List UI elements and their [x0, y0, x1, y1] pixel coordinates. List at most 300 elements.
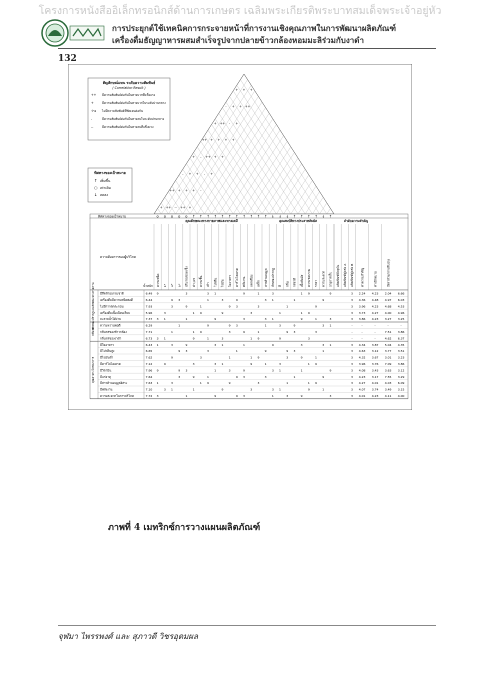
customer-need-weight: 6.49 [145, 291, 153, 296]
tech-column-label: สารต้านอนุมูล [263, 268, 268, 287]
relationship-mark: 9 [329, 368, 332, 373]
ranking-value: 4.23 [371, 317, 379, 322]
circle-target-icon: ○ [94, 185, 98, 190]
ranking-value: 3 [351, 310, 353, 315]
ranking-value: 6.03 [397, 298, 405, 302]
relationship-mark: 3 [185, 291, 188, 296]
correlation-mark: + [185, 188, 188, 193]
relationship-mark: 3 [156, 394, 159, 398]
direction-symbol: ↓ [271, 214, 275, 219]
ranking-value: 4.62 [384, 336, 392, 341]
ranking-value: 4.23 [371, 394, 379, 398]
ranking-value: - [374, 336, 376, 341]
relationship-mark: 1 [271, 298, 274, 302]
customer-need-label: ไม่มีการตกตะกอน [100, 304, 124, 309]
ranking-value: 4.48 [371, 298, 379, 302]
ranking-value: 3.96 [358, 362, 366, 366]
customer-need-weight: 6.73 [145, 336, 153, 341]
relationship-mark: 9 [178, 368, 181, 373]
ranking-value: 6.66 [397, 291, 405, 296]
direction-target-label: เท่าเดิม [100, 186, 111, 190]
ranking-column-label: อัตราส่วนการปรับปรุง [386, 258, 391, 287]
ranking-value: - [361, 336, 363, 341]
tech-column-label: ความชื้น [199, 275, 203, 287]
relationship-mark: 3 [271, 368, 274, 373]
ranking-value: 3.12 [397, 368, 405, 373]
direction-symbol: o [170, 214, 174, 219]
customer-need-weight: 7.63 [145, 381, 153, 386]
ranking-value: 3.73 [358, 310, 366, 315]
ranking-value: 3.49 [384, 387, 392, 392]
tech-column-label: ใยอาหาร [227, 275, 232, 287]
relationship-mark: 9 [243, 368, 245, 373]
direction-symbol: ↑ [249, 214, 253, 219]
relationship-mark: 1 [207, 374, 209, 379]
direction-symbol: o [185, 214, 188, 219]
customer-need-weight: 7.72 [145, 394, 153, 398]
ranking-value: 3 [351, 394, 353, 398]
ranking-value: 4.34 [358, 342, 366, 347]
relationship-mark: 9 [156, 368, 159, 373]
ranking-value: 3.51 [397, 349, 405, 354]
relationship-mark: 1 [250, 336, 253, 341]
direction-symbol: o [178, 214, 181, 219]
relationship-mark: 1 [171, 330, 173, 334]
relationship-mark: 9 [257, 355, 260, 360]
relationship-mark: 9 [235, 298, 238, 302]
ranking-value: 3 [351, 362, 353, 366]
correlation-mark: + [221, 155, 224, 159]
customer-need-label: เครื่องดื่มมีความหนืดพอดี [100, 298, 133, 302]
direction-down-label: ลดลง [100, 193, 109, 197]
relationship-mark: 1 [235, 349, 238, 354]
customer-need-label: มีคาร์โบไฮเดรต [100, 362, 121, 366]
watermark: โครงการหนังสืออิเล็กทรอนิกส์ด้านการเกษตร เฉลิมพระเกียรติพระบาทสมเด็จพระเจ้าอยู่หัว [38, 5, 442, 17]
ranking-value: 2.24 [358, 291, 366, 296]
ranking-value: 4.03 [384, 381, 392, 386]
relationship-mark: 9 [243, 330, 245, 334]
relationship-mark: 9 [300, 317, 303, 322]
direction-symbol: ↑ [256, 214, 260, 219]
customer-need-label: มีโปรตีนสูง [100, 349, 115, 354]
relationship-mark: 1 [279, 368, 281, 373]
relationship-mark: 3 [243, 317, 245, 322]
relationship-mark: 9 [199, 310, 202, 315]
relationship-mark: 1 [214, 368, 217, 373]
customer-need-weight: 6.65 [145, 349, 153, 354]
ranking-value: - [400, 323, 402, 328]
customer-need-label: มีไขมันต่ำ [100, 355, 114, 360]
relationship-mark: 3 [228, 368, 231, 373]
ranking-value: 3.27 [384, 317, 392, 322]
direction-symbol: ↑ [307, 214, 311, 219]
ranking-value: 4.97 [384, 298, 392, 302]
relationship-mark: 1 [221, 342, 224, 347]
tech-column-label: คาร์โบไฮเดรต [235, 268, 239, 287]
relationship-mark: 9 [171, 355, 173, 360]
direction-symbol: ↑ [235, 214, 239, 219]
relationship-mark: 1 [271, 317, 274, 322]
relationship-mark: 1 [315, 317, 317, 322]
legend-symbol: + [91, 101, 94, 105]
relationship-mark: 3 [221, 298, 224, 302]
relationship-mark: 9 [315, 362, 317, 366]
correlation-mark: + [231, 104, 235, 109]
relationship-mark: 1 [293, 374, 296, 379]
tech-column-label: โปรตีน [213, 277, 218, 287]
ranking-value: 3.15 [397, 387, 405, 392]
tech-column-label: L* [163, 283, 167, 287]
relationship-mark: 1 [264, 323, 267, 328]
ranking-column-label: ผลิตภัณฑ์คู่แข่ง A [343, 263, 347, 287]
relationship-mark: 9 [329, 291, 332, 296]
relationship-mark: 3 [279, 323, 281, 328]
ranking-column-label: ผลิตภัณฑ์ปัจจุบัน [335, 264, 340, 287]
relationship-mark: 3 [286, 394, 289, 398]
ranking-value: 3.17 [371, 374, 379, 379]
ranking-value: 3.86 [358, 317, 366, 322]
relationship-mark: 9 [171, 298, 173, 302]
ranking-value: 3 [351, 298, 353, 302]
correlation-mark: - [225, 104, 227, 109]
correlation-mark: - [200, 155, 202, 159]
correlation-mark: + [192, 188, 195, 193]
relationship-mark: 1 [279, 387, 281, 392]
ranking-value: 3.77 [384, 349, 392, 354]
relationship-mark: 3 [257, 304, 260, 309]
ranking-column-label: ผลิตภัณฑ์คู่แข่ง B [350, 263, 355, 287]
relationship-mark: 3 [257, 381, 260, 386]
legend-symbol: - [91, 117, 93, 121]
customer-need-label: มีสารต้านอนุมูลอิสระ [100, 381, 128, 386]
ranking-value: 4.96 [397, 310, 405, 315]
relationship-mark: 9 [322, 298, 325, 302]
direction-up-label: เพิ่มขึ้น [100, 179, 111, 183]
relationship-mark: 9 [307, 310, 310, 315]
relationship-mark: 1 [163, 336, 166, 341]
relationship-mark: 1 [207, 336, 209, 341]
correlation-mark: + [224, 138, 228, 143]
direction-symbol: ↑ [242, 214, 246, 219]
customer-need-weight: 7.62 [145, 355, 153, 360]
direction-symbol: ↑ [228, 214, 232, 219]
customer-need-label: มีวิตามิน [100, 368, 112, 373]
correlation-mark: ++ [169, 188, 175, 193]
relationship-mark: 9 [250, 362, 253, 366]
correlation-mark: ++ [244, 104, 251, 109]
ranking-value: 4.27 [371, 310, 379, 315]
relationship-mark: 3 [250, 387, 253, 392]
ranking-value: 3 [351, 342, 353, 347]
relationship-mark: 1 [178, 323, 181, 328]
relationship-mark: 9 [264, 349, 267, 354]
relationship-mark: 3 [243, 394, 245, 398]
relationship-mark: 9 [199, 330, 202, 334]
tech-column-label: ความสะดวก [321, 270, 326, 287]
relationship-mark: 1 [300, 291, 303, 296]
correlation-mark: - [200, 188, 202, 193]
relationship-mark: 3 [235, 323, 238, 328]
tech-column-label: แคลเซียม [249, 274, 254, 287]
relationship-mark: 9 [228, 323, 231, 328]
ranking-value: 3.87 [371, 342, 379, 347]
relationship-mark: 3 [264, 374, 267, 379]
ranking-value: 4.01 [371, 381, 379, 386]
relationship-mark: 3 [221, 336, 224, 341]
relationship-mark: 3 [243, 374, 245, 379]
relationship-mark: 3 [163, 310, 166, 315]
ranking-value: 3.12 [371, 349, 379, 354]
correlation-mark: ++ [180, 205, 186, 210]
ranking-value: 4.07 [358, 387, 366, 392]
direction-symbol: ↓ [321, 214, 325, 219]
relationship-mark: 9 [307, 291, 310, 296]
ranking-value: 4.53 [397, 304, 405, 309]
customer-need-weight: 7.10 [145, 387, 153, 392]
relationship-mark: 3 [199, 355, 202, 360]
direction-symbol: ↑ [292, 214, 296, 219]
relationship-mark: 3 [171, 304, 173, 309]
relationship-mark: 1 [192, 387, 195, 392]
relationship-mark: 9 [293, 323, 296, 328]
correlation-mark: + [217, 138, 221, 143]
relationship-mark: 3 [214, 342, 217, 347]
tech-column-label: ค่า pH [191, 278, 196, 287]
correlation-mark: + [188, 171, 192, 176]
sensory-header: คุณสมบัติทางประสาทสัมผัส [279, 219, 317, 223]
relationship-mark: 1 [228, 355, 231, 360]
relationship-mark: 3 [178, 298, 181, 302]
customer-need-label: ละลายน้ำได้ง่าย [100, 317, 121, 322]
correlation-mark: + [210, 171, 213, 176]
direction-row-label: ทิศทางของเป้าหมาย [98, 214, 126, 219]
legend-text: มีความสัมพันธ์ต่อกันในทางบวกที่แข็งแรง [102, 93, 156, 97]
relationship-mark: 3 [322, 342, 325, 347]
relationship-mark: 1 [315, 355, 317, 360]
relationship-mark: 1 [300, 368, 303, 373]
ranking-value: 7.55 [384, 374, 392, 379]
ranking-value: 3.43 [371, 368, 379, 373]
relationship-mark: 9 [185, 342, 188, 347]
relationship-mark: 3 [171, 381, 173, 386]
relationship-mark: 3 [293, 349, 296, 354]
relationship-mark: 3 [185, 349, 188, 354]
correlation-mark: + [213, 155, 217, 159]
relationship-mark: 1 [257, 291, 260, 296]
relationship-mark: 1 [286, 381, 289, 386]
relationship-mark: 3 [307, 336, 310, 341]
group-header: คุณลักษณะทางกายภาพและทางเคมี [185, 219, 238, 223]
direction-symbol: ↑ [300, 214, 304, 219]
relationship-mark: 1 [156, 381, 159, 386]
relationship-mark: 9 [279, 336, 281, 341]
correlation-mark: ++ [201, 138, 208, 143]
tech-column-label: รสชาติ [292, 277, 297, 287]
ranking-value: 4.00 [397, 394, 405, 398]
relationship-mark: 3 [293, 330, 296, 334]
customer-need-label: มีสีคล้ายธรรมชาติ [100, 291, 124, 296]
ranking-value: 4.68 [384, 304, 392, 309]
customer-need-weight: 5.96 [145, 310, 153, 315]
relationship-mark: 3 [271, 291, 274, 296]
arrow-down-icon: ↓ [94, 192, 98, 197]
customer-need-label: มีใยอาหาร [100, 342, 114, 347]
ranking-value: 4.23 [371, 291, 379, 296]
ranking-value: 4.23 [358, 374, 366, 379]
ranking-value: 3.96 [358, 304, 366, 309]
footer-authors: จุฬมา ไพรรพงศ์ และ สุภาวดี วิชรอุดมผล [58, 632, 199, 641]
relationship-mark: 3 [315, 330, 317, 334]
relationship-mark: 9 [228, 381, 231, 386]
direction-symbol: o [156, 214, 159, 219]
relationship-mark: 1 [192, 330, 195, 334]
category-label: ลักษณะปรากฏและลักษณะทางกายภาพ [91, 282, 95, 330]
ranking-value: 5.04 [384, 342, 392, 347]
relationship-mark: 1 [163, 317, 166, 322]
relationship-mark: 9 [286, 330, 289, 334]
relationship-mark: 9 [178, 349, 181, 354]
customer-need-weight: 6.43 [145, 342, 153, 347]
legend-title: สัญลักษณ์แทน ระดับความสัมพันธ์ [102, 81, 156, 85]
relationship-mark: 9 [235, 394, 238, 398]
relationship-mark: 1 [279, 310, 281, 315]
ranking-value: 3.25 [397, 317, 405, 322]
ranking-value: 3 [351, 381, 353, 386]
tech-column-label: กลิ่น [285, 281, 290, 287]
relationship-mark: 1 [185, 394, 188, 398]
correlation-mark: + [235, 121, 239, 126]
ranking-value: 4.01 [358, 394, 366, 398]
ranking-value: 3 [351, 387, 353, 392]
relationship-mark: 9 [286, 349, 289, 354]
importance-header: ลำดับความสำคัญ [343, 219, 369, 223]
relationship-mark: 9 [300, 355, 303, 360]
direction-symbol: ↑ [206, 214, 210, 219]
relationship-mark: 3 [329, 394, 332, 398]
relationship-mark: 3 [185, 368, 188, 373]
customer-need-weight: 6.44 [145, 298, 153, 302]
correlation-mark: + [249, 87, 253, 92]
category-label: กลิ่นรส [91, 327, 95, 336]
relationship-mark: 3 [171, 342, 173, 347]
ranking-value: 3 [351, 374, 353, 379]
relationship-mark: 9 [185, 304, 188, 309]
relationship-mark: 1 [322, 387, 325, 392]
relationship-mark: 9 [192, 336, 195, 341]
direction-symbol: ↑ [328, 214, 332, 219]
legend-symbol: -- [91, 125, 94, 129]
ranking-value: - [374, 323, 376, 328]
relationship-mark: 3 [264, 317, 267, 322]
ranking-value: - [351, 323, 353, 328]
tech-column-label: เถ้า [206, 282, 211, 287]
relationship-mark: 3 [235, 304, 238, 309]
ranking-column-label: ค่าเป้าหมาย [373, 271, 378, 287]
matrix-rows [90, 282, 408, 398]
ranking-value: 3.76 [371, 362, 379, 366]
header-line-2: เครื่องดื่มธัญญาหารผสมสำเร็จรูปจากปลายข้าวกล้องหอมมะลิร่วมกับงาดำ [112, 35, 364, 45]
relationship-mark: 3 [286, 355, 289, 360]
relationship-mark: 3 [271, 387, 274, 392]
ranking-value: 2.04 [384, 291, 392, 296]
customer-need-label: กลิ่นรสของข้าวกล้อง [100, 330, 127, 334]
matrix-grid [90, 214, 408, 399]
correlation-mark: + [239, 104, 242, 109]
tech-column-label: a* [170, 283, 175, 287]
relationship-mark: 1 [300, 310, 303, 315]
relationship-mark: 1 [199, 304, 202, 309]
customer-need-weight: 7.96 [145, 368, 153, 373]
figure-caption: ภาพที่ 4 เมทริกซ์การวางแผนผลิตภัณฑ์ [108, 523, 261, 533]
relationship-mark: 1 [293, 298, 296, 302]
tech-column-label: ราคา [314, 280, 319, 287]
relationship-mark: 9 [228, 304, 231, 309]
relationship-mark: 3 [178, 374, 181, 379]
relationship-mark: 3 [250, 310, 253, 315]
relationship-mark: 1 [322, 349, 325, 354]
relationship-mark: 9 [315, 304, 317, 309]
correlation-mark: ++ [219, 121, 226, 126]
relationship-mark: 1 [243, 342, 245, 347]
relationship-mark: 3 [163, 387, 166, 392]
tech-column-label: พลังงาน [242, 276, 247, 287]
direction-symbol: o [163, 214, 166, 219]
correlation-mark: + [213, 121, 217, 126]
direction-symbol: ↓ [278, 214, 282, 219]
ranking-value: 4.08 [358, 368, 366, 373]
relationship-mark: 3 [156, 317, 159, 322]
ranking-value: 3.01 [384, 355, 392, 360]
correlation-mark: + [210, 138, 213, 143]
direction-box-title: ทิศทางของเป้าหมาย [94, 171, 126, 175]
relationship-mark: 3 [329, 317, 332, 322]
relationship-mark: 3 [322, 323, 325, 328]
ranking-value: 3.63 [384, 368, 392, 373]
relationship-mark: 9 [207, 323, 209, 328]
ranking-value: 3.86 [397, 330, 405, 334]
tech-column-label: เนื้อสัมผัส [299, 274, 304, 287]
direction-symbol: ↓ [285, 214, 289, 219]
ranking-value: 3.67 [371, 355, 379, 360]
relationship-mark: 9 [322, 374, 325, 379]
header-divider [58, 48, 436, 49]
journal-logo [40, 18, 106, 48]
customer-need-weight: 7.64 [145, 374, 153, 379]
correlation-mark: -- [174, 205, 177, 210]
product-planning-matrix [68, 64, 412, 410]
ranking-value: - [361, 330, 363, 334]
relationship-mark: 9 [257, 336, 260, 341]
correlation-mark: ++ [205, 155, 211, 159]
ranking-value: 3 [351, 355, 353, 360]
relationship-mark: 3 [228, 330, 231, 334]
customer-need-label: ความหวานพอดี [100, 323, 121, 328]
tech-column-label: สี [278, 285, 283, 287]
ranking-value: 4.27 [358, 381, 366, 386]
correlation-mark: + [188, 205, 192, 210]
relationship-mark: 1 [271, 394, 274, 398]
correlation-mark: + [235, 87, 239, 92]
customer-need-weight: 7.12 [145, 362, 153, 366]
ranking-value: - [351, 330, 353, 334]
customer-need-label: มีแร่ธาตุ [100, 374, 111, 379]
relationship-mark: 9 [221, 387, 224, 392]
relationship-mark: 9 [315, 381, 317, 386]
customer-need-weight: 6.29 [145, 323, 153, 328]
ranking-value: - [387, 323, 389, 328]
relationship-mark: 3 [264, 298, 267, 302]
relationship-mark: 3 [156, 336, 159, 341]
